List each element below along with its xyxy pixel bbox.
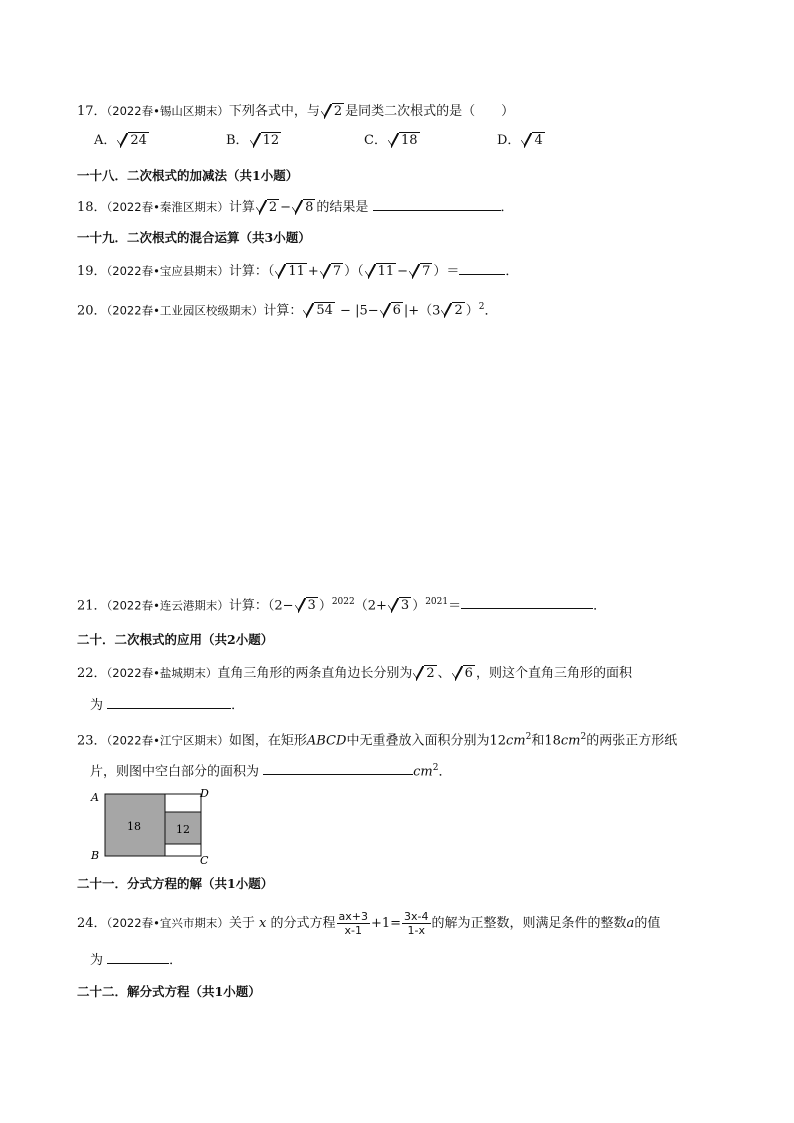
- answer-blank[interactable]: [107, 694, 231, 709]
- question-19: 19．（2022春•宝应县期末）计算：（ 11 + 7 ）（ 11 − 7 ）＝ ．: [77, 260, 518, 282]
- question-20: 20．（2022春•工业园区校级期末）计算： 54 − |5− 6 |+（3 2 ）$^2$．: [77, 297, 498, 321]
- rectangle-figure: [90, 786, 220, 866]
- question-18: 18．（2022春•秦淮区期末）计算 2 − 8 的结果是 ．: [77, 196, 514, 218]
- question-24-cont: 为 ．: [90, 949, 182, 971]
- sqrt-expression: 2: [321, 102, 344, 122]
- answer-blank[interactable]: [459, 260, 505, 275]
- section-header-20: 二十．二次根式的应用（共2小题）: [77, 632, 274, 647]
- answer-blank[interactable]: [107, 949, 169, 964]
- question-22-cont: 为 ．: [90, 694, 244, 716]
- question-23-cont: 片，则图中空白部分的面积为 $cm^2$．: [90, 758, 452, 782]
- q17-option-d: D． 4: [497, 131, 546, 151]
- fraction-1: $\frac{ax+3}{x-1}$: [338, 910, 368, 937]
- section-header-22: 二十二．解分式方程（共1小题）: [77, 984, 261, 999]
- question-21: 21．（2022春•连云港期末）计算：（2− 3 ）$^{2022}$（2+ 3 ）$^{2021}$＝ ．: [77, 592, 606, 616]
- question-23: 23．（2022春•江宁区期末）如图，在矩形ABCD中无重叠放入面积分别为$12cm^2$和$18cm^2$的两张正方形纸: [77, 732, 678, 749]
- question-17: 17．（2022春•锡山区期末）下列各式中，与 2 是同类二次根式的是（ ）: [77, 101, 514, 122]
- vertex-b: B: [91, 849, 100, 862]
- answer-blank[interactable]: [373, 196, 501, 211]
- fraction-2: $\frac{3x-4}{1-x}$: [404, 910, 429, 937]
- q17-option-a: A． 24: [94, 131, 150, 151]
- vertex-a: A: [91, 791, 99, 804]
- vertex-c: C: [200, 854, 209, 866]
- vertex-d: D: [200, 787, 209, 800]
- square-18-label: 18: [127, 820, 141, 833]
- q17-option-b: B． 12: [226, 131, 282, 151]
- section-header-18: 一十八．二次根式的加减法（共1小题）: [77, 168, 299, 183]
- section-header-21: 二十一．分式方程的解（共1小题）: [77, 876, 274, 891]
- answer-blank[interactable]: [461, 594, 593, 609]
- question-22: 22．（2022春•盐城期末）直角三角形的两条直角边长分别为 2 、 6 ，则这个直角三角形的面积: [77, 663, 632, 684]
- question-24: 24．（2022春•宜兴市期末）关于 x 的分式方程 $\frac{ax+3}{x-1}$ +1= $\frac{3x-4}{1-x}$ 的解为正整数，则满足条件的整数a的值: [77, 910, 661, 937]
- section-header-19: 一十九．二次根式的混合运算（共3小题）: [77, 230, 311, 245]
- square-12-label: 12: [176, 823, 190, 836]
- q17-option-c: C． 18: [364, 131, 421, 151]
- answer-blank[interactable]: [263, 760, 413, 775]
